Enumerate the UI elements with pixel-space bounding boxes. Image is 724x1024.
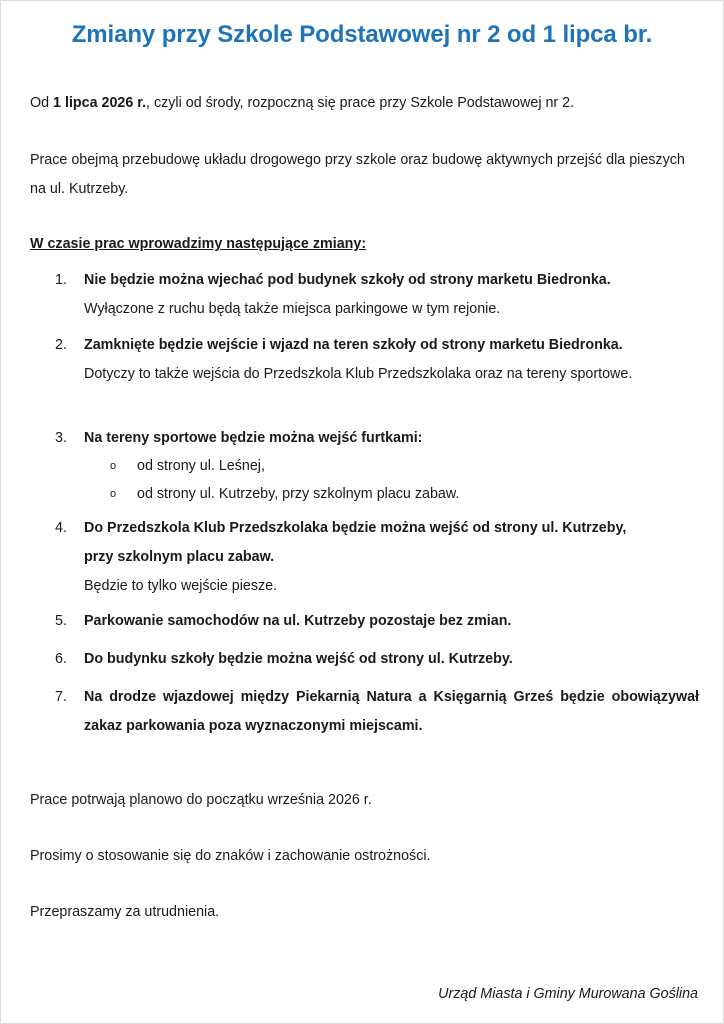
intro-paragraph (30, 89, 574, 118)
request-paragraph: Prosimy o stosowanie się do znaków i zachowanie ostrożności. (30, 848, 431, 864)
list-item-bold: Na tereny sportowe będzie można wejść furtkami: (84, 430, 423, 446)
page-title: Zmiany przy Szkole Podstawowej nr 2 od 1 lipca br. (71, 21, 653, 48)
sub-item-text: od strony ul. Kutrzeby, przy szkolnym placu zabaw. (137, 486, 460, 502)
closing-paragraph: Prace potrwają planowo do początku września 2026 r. (30, 792, 372, 808)
list-number: 5. (55, 613, 67, 629)
circle-bullet-icon: o (110, 488, 117, 500)
list-item-text: Będzie to tylko wejście piesze. (84, 578, 278, 594)
list-item-text: Wyłączone z ruchu będą także miejsca parkingowe w tym rejonie. (84, 301, 501, 317)
sub-item-text: od strony ul. Leśnej, (137, 458, 265, 474)
scope-paragraph: Prace obejmą przebudowę układu drogowego przy szkole oraz budowę aktywnych przejść dla pieszych na ul. Kutrzeby. (30, 152, 685, 197)
changes-heading: W czasie prac wprowadzimy następujące zmiany: (30, 236, 367, 252)
intro-after: , czyli od środy, rozpoczną się prace przy Szkole Podstawowej nr 2. (146, 95, 575, 111)
list-item-bold: Do budynku szkoły będzie można wejść od strony ul. Kutrzeby. (84, 651, 513, 667)
list-item-bold: Na drodze wjazdowej między Piekarnią Natura a Księgarnią Grześ będzie obowiązywał zakaz parkowania poza wyznaczonymi miejscami. (84, 689, 699, 734)
list-number: 7. (55, 689, 67, 705)
list-number: 3. (55, 430, 67, 446)
intro-before: Od (30, 95, 54, 111)
list-item-text: Dotyczy to także wejścia do Przedszkola Klub Przedszkolaka oraz na tereny sportowe. (84, 366, 633, 382)
circle-bullet-icon: o (110, 460, 117, 472)
list-number: 2. (55, 337, 67, 353)
signature: Urząd Miasta i Gminy Murowana Goślina (438, 986, 698, 1002)
list-item-bold: Nie będzie można wjechać pod budynek szkoły od strony marketu Biedronka. (84, 272, 611, 288)
list-item-bold: Parkowanie samochodów na ul. Kutrzeby pozostaje bez zmian. (84, 613, 512, 629)
list-item-bold: Zamknięte będzie wejście i wjazd na teren szkoły od strony marketu Biedronka. (84, 337, 623, 353)
list-item-bold: Do Przedszkola Klub Przedszkolaka będzie można wejść od strony ul. Kutrzeby, przy szkolnym placu zabaw. (84, 520, 627, 565)
intro-date: 1 lipca 2026 r. (53, 95, 147, 111)
list-number: 1. (55, 272, 67, 288)
list-number: 6. (55, 651, 67, 667)
apology-paragraph: Przepraszamy za utrudnienia. (30, 904, 220, 920)
list-number: 4. (55, 520, 67, 536)
